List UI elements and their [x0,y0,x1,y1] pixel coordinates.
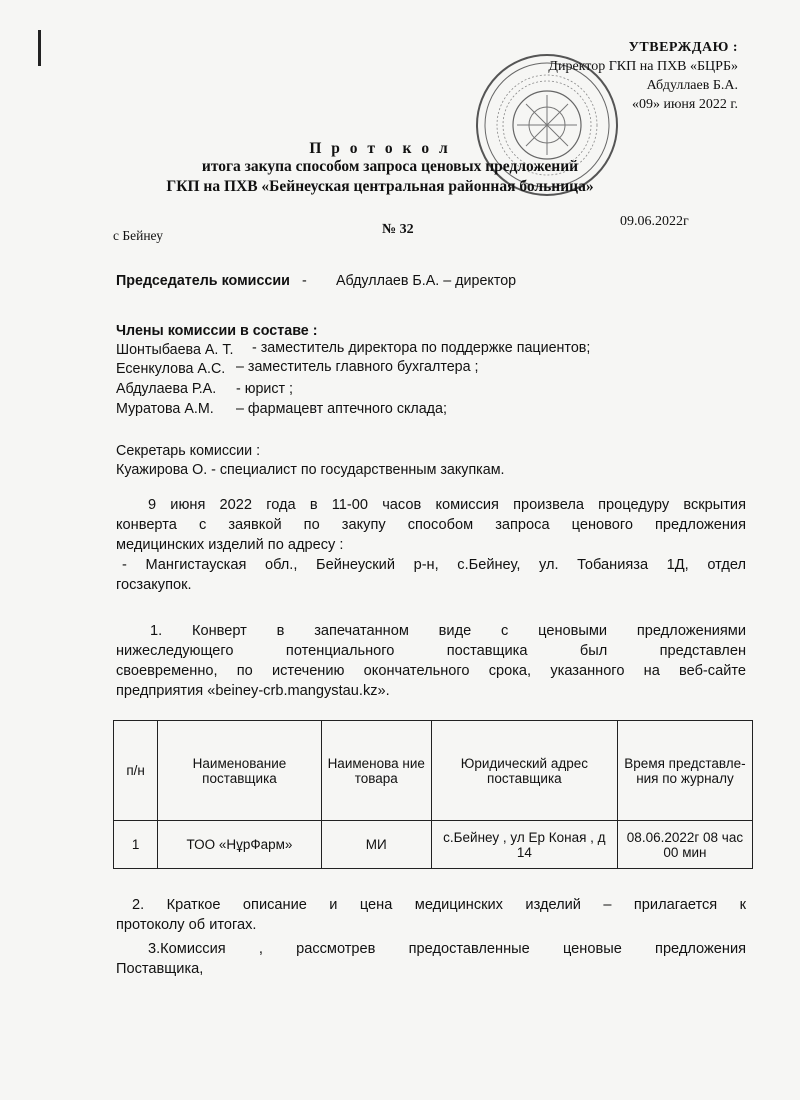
table-header-row [114,721,753,821]
item3-line-1: 3.Комиссия , рассмотрев предоставленные ценовые предложения [148,941,746,957]
chairman-name: Абдуллаев Б.А. – директор [336,273,517,289]
member-name: Муратова А.М. [116,401,214,417]
item1-line-3: своевременно, по истечению окончательного срока, указанного на веб-сайте [116,663,746,679]
item2-line-1: 2. Краткое описание и цена медицинских изделий – прилагается к [132,897,746,913]
organization-name: ГКП на ПХВ «Бейнеуская центральная районная больница» [166,178,594,195]
member-name: Шонтыбаева А. Т. [116,342,234,358]
table-header: п/н [114,721,158,821]
item1-line-2: нижеследующего потенциального поставщика был представлен [116,643,746,659]
table-header: Наименование поставщика [158,721,321,821]
table-row [114,821,753,869]
member-role: – заместитель главного бухгалтера ; [236,359,479,375]
member-name: Есенкулова А.С. [116,361,226,377]
approval-heading: УТВЕРЖДАЮ : [628,40,738,55]
item3-line-2: Поставщика, [116,961,204,977]
table-cell: 08.06.2022г 08 час 00 мин [617,821,752,869]
intro-line-2: конверта с заявкой по закупу способом запроса ценового предложения [116,517,746,533]
approval-position: Директор ГКП на ПХВ «БЦРБ» [548,59,738,74]
table-cell: МИ [321,821,431,869]
item1-line-1: 1. Конверт в запечатанном виде с ценовыми предложениями [150,623,746,639]
table-header: Наименова ние товара [321,721,431,821]
secretary-text: Куажирова О. - специалист по государственным закупкам. [116,462,505,478]
members-label: Члены комиссии в составе : [116,323,318,339]
table-cell: с.Бейнеу , ул Ер Коная , д 14 [431,821,617,869]
member-name: Абдулаева Р.А. [116,381,217,397]
margin-mark [38,30,41,66]
protocol-date: 09.06.2022г [620,214,689,229]
intro-line-3: медицинских изделий по адресу : [116,537,344,553]
document-subtitle: итога закупа способом запроса ценовых предложений [201,158,579,175]
chairman-separator: - [302,273,307,289]
secretary-label: Секретарь комиссии : [116,443,261,459]
approval-name: Абдуллаев Б.А. [646,78,738,93]
intro-line-5: госзакупок. [116,577,192,593]
table-header: Юридический адрес поставщика [431,721,617,821]
member-role: - заместитель директора по поддержке пациентов; [252,340,591,356]
member-role: – фармацевт аптечного склада; [236,401,447,417]
item2-line-2: протоколу об итогах. [116,917,257,933]
protocol-number: № 32 [382,222,414,237]
table-cell: ТОО «НұрФарм» [158,821,321,869]
protocol-place: с Бейнеу [113,228,163,243]
approval-date: «09» июня 2022 г. [631,97,738,112]
item1-line-4: предприятия «beiney-crb.mangystau.kz». [116,683,390,699]
intro-line-4: - Мангистауская обл., Бейнеуский р-н, с.Бейнеу, ул. Тобанияза 1Д, отдел [122,557,746,573]
member-role: - юрист ; [236,381,294,397]
table-header: Время представле- ния по журналу [617,721,752,821]
approval-block [548,38,738,114]
supplier-table [113,720,753,869]
intro-line-1: 9 июня 2022 года в 11-00 часов комиссия произвела процедуру вскрытия [148,497,746,513]
document-title: П р о т о к о л [309,140,451,157]
chairman-label: Председатель комиссии [116,273,290,289]
table-cell: 1 [114,821,158,869]
